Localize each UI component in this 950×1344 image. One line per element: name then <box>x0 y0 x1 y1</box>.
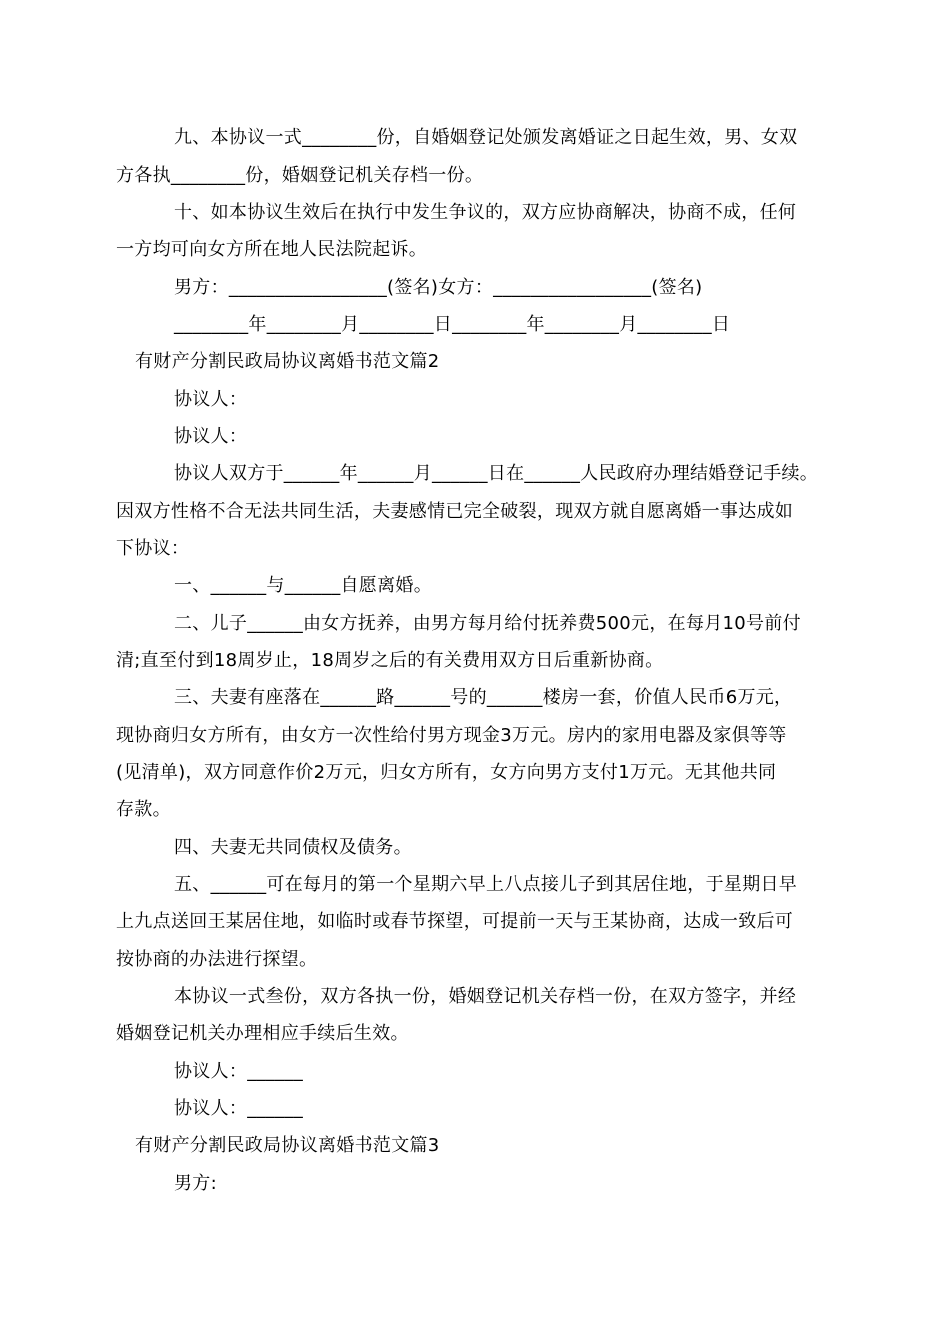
clause-9-line-2: 方各执________份，婚姻登记机关存档一份。 <box>116 165 484 186</box>
party-line-1: 协议人： <box>174 389 248 410</box>
clause-3-line-3: (见清单)，双方同意作价2万元，归女方所有，女方向男方支付1万元。无其他共同 <box>116 762 777 783</box>
signatory-1: 协议人：______ <box>174 1061 303 1082</box>
clause-3-line-4: 存款。 <box>116 799 171 820</box>
closing-line-2: 婚姻登记机关办理相应手续后生效。 <box>116 1023 409 1044</box>
date-line: ________年________月________日________年________月________日 <box>174 314 731 335</box>
clause-2-line-1: 二、儿子______由女方抚养，由男方每月给付抚养费500元，在每月10号前付 <box>174 613 801 634</box>
clause-2-line-2: 清;直至付到18周岁止，18周岁之后的有关费用双方日后重新协商。 <box>116 650 664 671</box>
clause-10-line-2: 一方均可向女方所在地人民法院起诉。 <box>116 239 428 260</box>
clause-5-line-2: 上九点送回王某居住地，如临时或春节探望，可提前一天与王某协商，达成一致后可 <box>116 911 794 932</box>
clause-3-line-1: 三、夫妻有座落在______路______号的______楼房一套，价值人民币6万元， <box>174 687 793 708</box>
closing-line-1: 本协议一式叁份，双方各执一份，婚姻登记机关存档一份，在双方签字，并经 <box>174 986 797 1007</box>
signatory-2: 协议人：______ <box>174 1098 303 1119</box>
signature-line: 男方：_________________(签名)女方：_________________(签名) <box>174 277 703 298</box>
male-party-line: 男方: <box>174 1173 217 1194</box>
clause-10-line-1: 十、如本协议生效后在执行中发生争议的，双方应协商解决，协商不成，任何 <box>174 202 797 223</box>
clause-5-line-3: 按协商的办法进行探望。 <box>116 949 318 970</box>
clause-9-line-1: 九、本协议一式________份，自婚姻登记处颁发离婚证之日起生效，男、女双 <box>174 127 798 148</box>
party-line-2: 协议人： <box>174 426 248 447</box>
intro-line-3: 下协议： <box>116 538 190 559</box>
clause-4: 四、夫妻无共同债权及债务。 <box>174 837 412 858</box>
intro-line-1: 协议人双方于______年______月______日在______人民政府办理结婚登记手续。 <box>174 463 819 484</box>
clause-3-line-2: 现协商归女方所有，由女方一次性给付男方现金3万元。房内的家用电器及家俱等等 <box>116 725 787 746</box>
clause-5-line-1: 五、______可在每月的第一个星期六早上八点接儿子到其居住地，于星期日早 <box>174 874 798 895</box>
clause-1: 一、______与______自愿离婚。 <box>174 575 432 596</box>
intro-line-2: 因双方性格不合无法共同生活，夫妻感情已完全破裂，现双方就自愿离婚一事达成如 <box>116 501 794 522</box>
section-heading-3: 有财产分割民政局协议离婚书范文篇3 <box>135 1135 440 1156</box>
section-heading-2: 有财产分割民政局协议离婚书范文篇2 <box>135 351 440 372</box>
